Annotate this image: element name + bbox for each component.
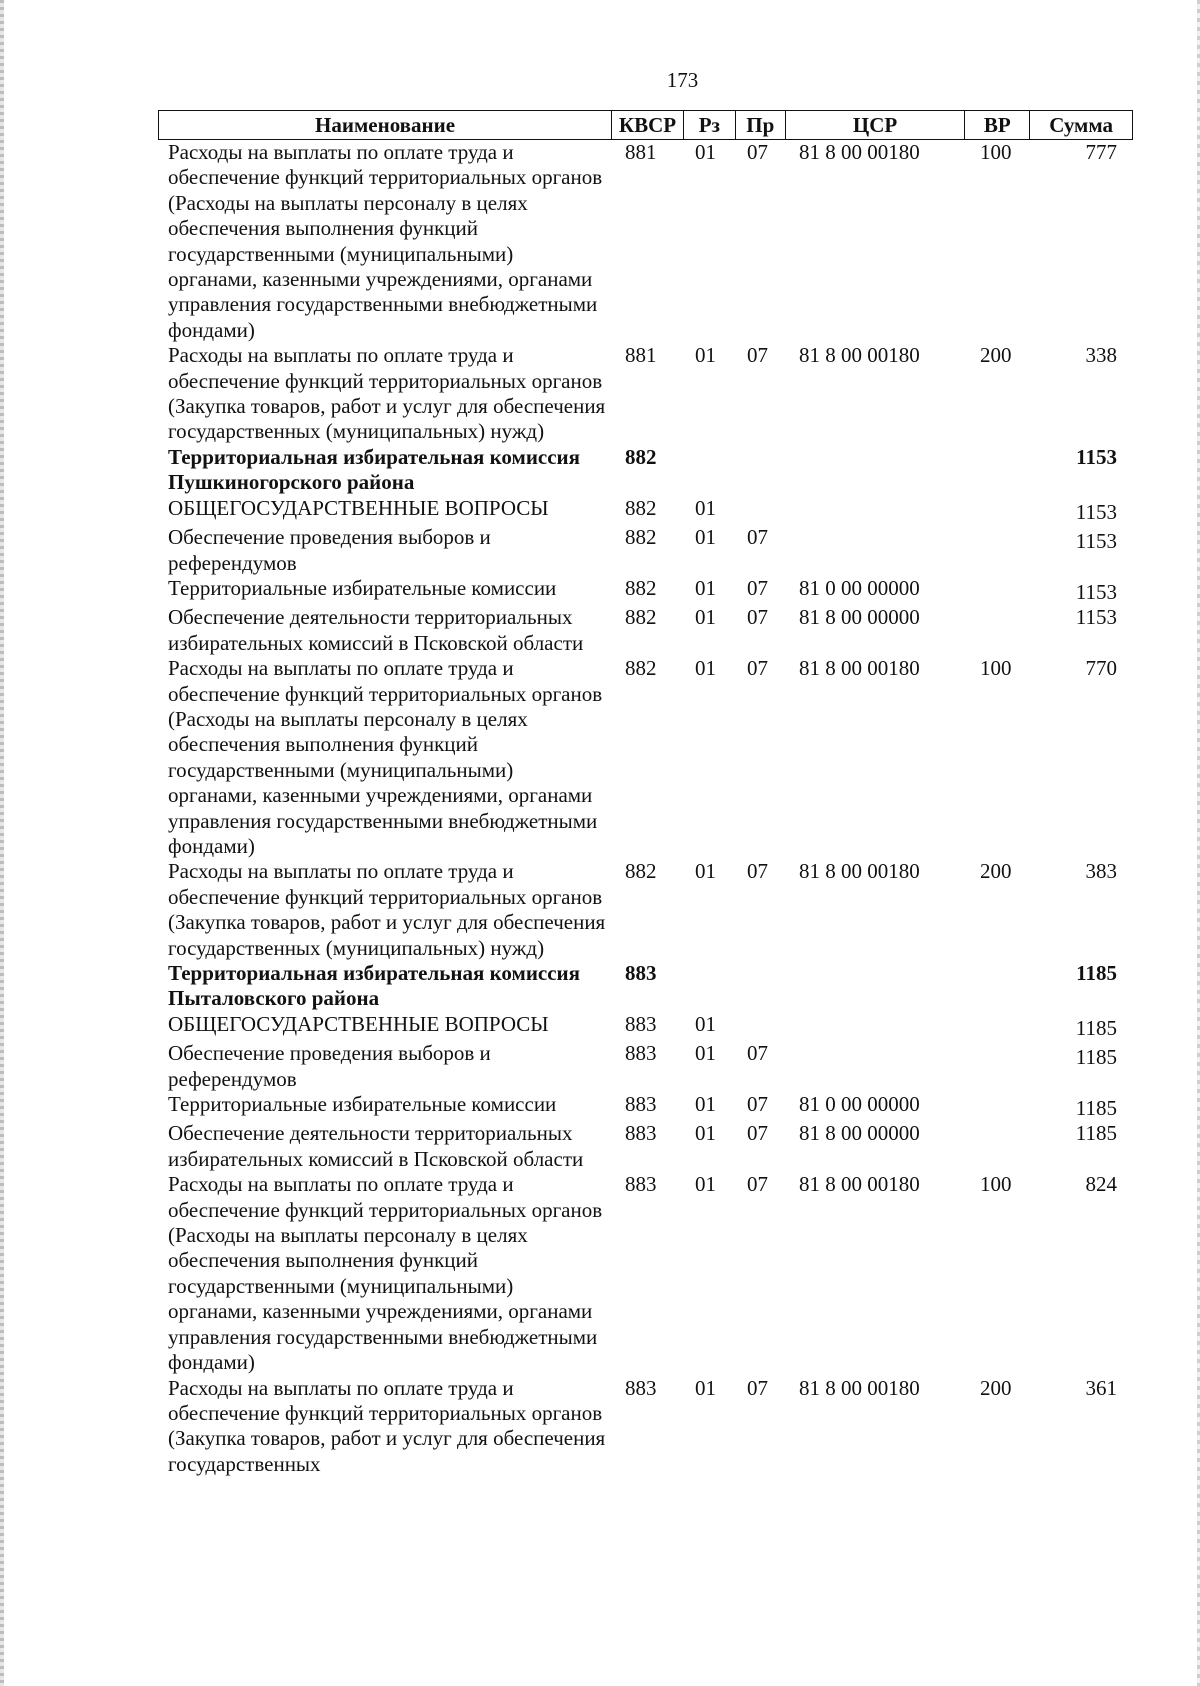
- cell-csr: 81 8 00 00180: [799, 1172, 920, 1197]
- cell-sum: 338: [1085, 343, 1117, 368]
- cell-name: Территориальные избирательные комиссии: [168, 1092, 557, 1117]
- budget-table: [158, 110, 1133, 1477]
- cell-csr: 81 8 00 00180: [799, 140, 920, 164]
- cell-vr: [965, 605, 1030, 656]
- cell-pr: 07: [747, 575, 768, 600]
- cell-csr: [785, 496, 965, 525]
- header-vr: ВР: [964, 111, 1029, 139]
- cell-vr: 100: [980, 1172, 1012, 1197]
- table-row: [158, 1376, 1133, 1478]
- cell-vr: [965, 576, 1030, 605]
- table-body: [158, 140, 1133, 1477]
- cell-name: ОБЩЕГОСУДАРСТВЕННЫЕ ВОПРОСЫ: [168, 495, 549, 520]
- cell-pr: 07: [747, 1172, 768, 1197]
- cell-vr: [965, 445, 1030, 496]
- cell-vr: [965, 1041, 1030, 1092]
- cell-vr: [965, 1121, 1030, 1172]
- cell-vr: [965, 961, 1030, 1012]
- cell-rz: 01: [695, 140, 716, 164]
- page-number: 173: [666, 68, 699, 92]
- cell-csr: [785, 525, 965, 576]
- cell-kvsr: 882: [625, 605, 657, 630]
- cell-kvsr: 883: [625, 1375, 657, 1400]
- cell-vr: [965, 1092, 1030, 1121]
- cell-rz: 01: [695, 1041, 716, 1066]
- header-kvsr: КВСР: [611, 111, 683, 139]
- cell-vr: [965, 525, 1030, 576]
- table-row: [158, 525, 1133, 576]
- cell-csr: 81 0 00 00000: [799, 1092, 920, 1117]
- cell-rz: 01: [695, 1375, 716, 1400]
- cell-pr: 07: [747, 1121, 768, 1146]
- table-row: [158, 343, 1133, 445]
- cell-rz: 01: [695, 343, 716, 368]
- table-row: [158, 1012, 1133, 1041]
- cell-sum: 1153: [1075, 529, 1117, 554]
- table-row: [158, 605, 1133, 656]
- cell-kvsr: 881: [625, 140, 657, 164]
- table-row: [158, 445, 1133, 496]
- cell-name: Расходы на выплаты по оплате труда и обеспечение функций территориальных органов (Расходы на выплаты персоналу в целях обеспечения выполнения функций государственными (муниципальными) органами, казенными учреждениями, органами управления государственными внебюджетными фондами): [168, 1172, 603, 1375]
- cell-sum: 383: [1085, 859, 1117, 884]
- table-row: [158, 140, 1133, 343]
- cell-pr: [735, 496, 785, 525]
- cell-rz: 01: [695, 1121, 716, 1146]
- cell-kvsr: 882: [625, 656, 657, 681]
- cell-sum: 770: [1085, 656, 1117, 681]
- cell-sum: 1185: [1075, 1096, 1117, 1121]
- table-row: [158, 1121, 1133, 1172]
- cell-pr: [735, 961, 785, 1012]
- cell-name: Территориальная избирательная комиссия Пушкиногорского района: [168, 444, 581, 495]
- cell-kvsr: 883: [625, 1121, 657, 1146]
- scan-edge-left: [0, 0, 4, 1686]
- cell-kvsr: 882: [625, 444, 657, 469]
- cell-csr: [785, 1012, 965, 1041]
- cell-name: Обеспечение деятельности территориальных избирательных комиссий в Псковской области: [168, 605, 584, 655]
- cell-pr: 07: [747, 525, 768, 550]
- cell-pr: [735, 445, 785, 496]
- cell-rz: 01: [695, 656, 716, 681]
- cell-vr: [965, 496, 1030, 525]
- cell-name: Территориальные избирательные комиссии: [168, 575, 557, 600]
- cell-sum: 1153: [1076, 444, 1117, 469]
- cell-csr: 81 8 00 00180: [799, 343, 920, 368]
- cell-kvsr: 883: [625, 1172, 657, 1197]
- cell-kvsr: 883: [625, 1041, 657, 1066]
- cell-rz: 01: [695, 575, 716, 600]
- cell-csr: 81 8 00 00180: [799, 1375, 920, 1400]
- cell-sum: 1153: [1075, 499, 1117, 524]
- cell-kvsr: 882: [625, 859, 657, 884]
- table-row: [158, 1172, 1133, 1375]
- cell-csr: 81 8 00 00180: [799, 859, 920, 884]
- cell-kvsr: 883: [625, 1011, 657, 1036]
- cell-kvsr: 883: [625, 961, 657, 985]
- cell-kvsr: 883: [625, 1092, 657, 1117]
- cell-sum: 1185: [1075, 1015, 1117, 1040]
- table-row: [158, 496, 1133, 525]
- cell-rz: 01: [695, 525, 716, 550]
- table-row: [158, 1041, 1133, 1092]
- cell-vr: 200: [980, 1375, 1012, 1400]
- cell-kvsr: 882: [625, 525, 657, 550]
- cell-vr: [965, 1012, 1030, 1041]
- cell-kvsr: 882: [625, 495, 657, 520]
- cell-kvsr: 881: [625, 343, 657, 368]
- cell-vr: 100: [980, 140, 1012, 164]
- header-name: Наименование: [315, 113, 456, 137]
- cell-vr: 100: [980, 656, 1012, 681]
- cell-sum: 361: [1085, 1375, 1117, 1400]
- cell-rz: 01: [695, 1092, 716, 1117]
- cell-name: Обеспечение проведения выборов и референдумов: [168, 1041, 491, 1091]
- cell-sum: 1185: [1075, 1045, 1117, 1070]
- cell-sum: 1153: [1075, 605, 1117, 630]
- cell-kvsr: 882: [625, 575, 657, 600]
- cell-csr: 81 8 00 00180: [799, 656, 920, 681]
- cell-sum: 1185: [1076, 961, 1117, 985]
- cell-csr: 81 8 00 00000: [799, 1121, 920, 1146]
- cell-csr: [785, 1041, 965, 1092]
- cell-name: ОБЩЕГОСУДАРСТВЕННЫЕ ВОПРОСЫ: [168, 1011, 549, 1036]
- cell-pr: 07: [747, 859, 768, 884]
- cell-rz: 01: [695, 605, 716, 630]
- cell-sum: 1185: [1075, 1121, 1117, 1146]
- cell-name: Территориальная избирательная комиссия Пыталовского района: [168, 961, 581, 1011]
- cell-name: Расходы на выплаты по оплате труда и обеспечение функций территориальных органов (Закупка товаров, работ и услуг для обеспечения государственных: [168, 1375, 606, 1476]
- cell-name: Обеспечение проведения выборов и референдумов: [168, 525, 491, 575]
- cell-vr: 200: [980, 343, 1012, 368]
- cell-name: Обеспечение деятельности территориальных избирательных комиссий в Псковской области: [168, 1121, 584, 1171]
- cell-csr: [785, 445, 965, 496]
- cell-pr: [735, 1012, 785, 1041]
- table-row: [158, 1092, 1133, 1121]
- cell-name: Расходы на выплаты по оплате труда и обеспечение функций территориальных органов (Расходы на выплаты персоналу в целях обеспечения выполнения функций государственными (муниципальными) органами, казенными учреждениями, органами управления государственными внебюджетными фондами): [168, 140, 603, 342]
- cell-pr: 07: [747, 656, 768, 681]
- table-row: [158, 859, 1133, 961]
- cell-rz: 01: [695, 859, 716, 884]
- cell-csr: 81 8 00 00000: [799, 605, 920, 630]
- cell-rz: 01: [695, 1011, 716, 1036]
- cell-vr: 200: [980, 859, 1012, 884]
- table-row: [158, 576, 1133, 605]
- cell-rz: [683, 961, 735, 1012]
- table-header: [158, 110, 1133, 140]
- table-row: [158, 656, 1133, 859]
- table-row: [158, 961, 1133, 1012]
- cell-pr: 07: [747, 1041, 768, 1066]
- cell-pr: 07: [747, 343, 768, 368]
- cell-csr: [785, 961, 965, 1012]
- header-pr: Пр: [735, 111, 785, 139]
- cell-csr: 81 0 00 00000: [799, 575, 920, 600]
- cell-name: Расходы на выплаты по оплате труда и обеспечение функций территориальных органов (Расходы на выплаты персоналу в целях обеспечения выполнения функций государственными (муниципальными) органами, казенными учреждениями, органами управления государственными внебюджетными фондами): [168, 656, 603, 858]
- cell-name: Расходы на выплаты по оплате труда и обеспечение функций территориальных органов (Закупка товаров, работ и услуг для обеспечения государственных (муниципальных) нужд): [168, 343, 606, 444]
- cell-rz: [683, 445, 735, 496]
- cell-pr: 07: [747, 140, 768, 164]
- cell-sum: 824: [1085, 1172, 1117, 1197]
- cell-rz: 01: [695, 1172, 716, 1197]
- cell-rz: 01: [695, 495, 716, 520]
- cell-pr: 07: [747, 1375, 768, 1400]
- cell-sum: 777: [1085, 140, 1117, 164]
- cell-pr: 07: [747, 1092, 768, 1117]
- header-csr: ЦСР: [785, 111, 965, 139]
- header-rz: Рз: [683, 111, 735, 139]
- cell-sum: 1153: [1075, 579, 1117, 604]
- cell-pr: 07: [747, 605, 768, 630]
- header-sum: Сумма: [1029, 111, 1132, 139]
- cell-name: Расходы на выплаты по оплате труда и обеспечение функций территориальных органов (Закупка товаров, работ и услуг для обеспечения государственных (муниципальных) нужд): [168, 859, 606, 960]
